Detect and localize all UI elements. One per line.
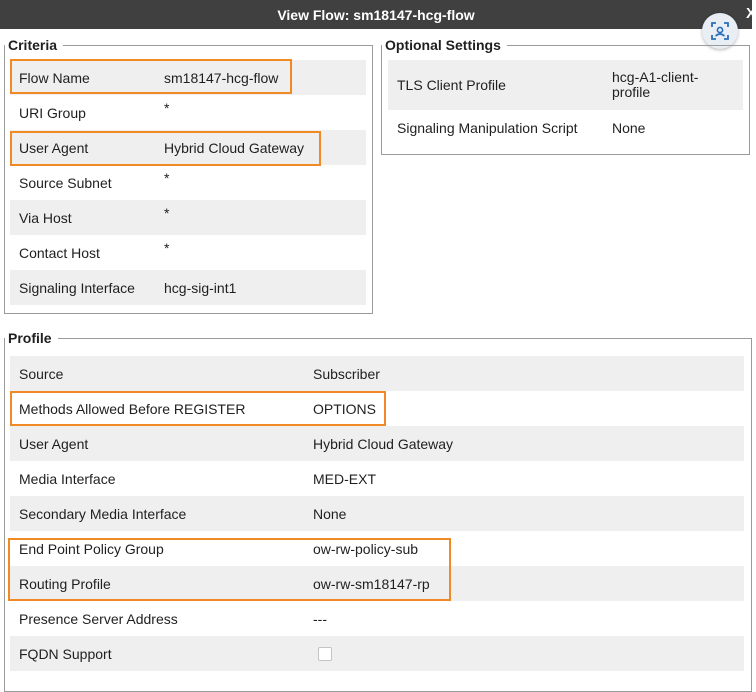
- criteria-row-signaling-interface: [10, 270, 366, 305]
- profile-label: Presence Server Address: [19, 610, 178, 627]
- criteria-label: Flow Name: [19, 69, 90, 86]
- criteria-row-flow-name: [10, 60, 366, 95]
- criteria-row-contact-host: [10, 235, 366, 270]
- window-titlebar: [0, 0, 756, 29]
- fqdn-support-checkbox[interactable]: [318, 647, 332, 661]
- profile-row-media-interface: [10, 461, 744, 496]
- profile-label: Source: [19, 365, 64, 382]
- optional-label: TLS Client Profile: [397, 77, 506, 93]
- close-icon[interactable]: X: [745, 5, 756, 22]
- criteria-legend: Criteria: [8, 37, 58, 53]
- optional-settings-legend: Optional Settings: [385, 37, 501, 53]
- profile-value: ow-rw-sm18147-rp: [313, 575, 430, 592]
- optional-value: hcg-A1-client-profile: [612, 69, 699, 100]
- criteria-value: *: [164, 170, 170, 186]
- criteria-row-uri-group: [10, 95, 366, 130]
- criteria-row-source-subnet: [10, 165, 366, 200]
- profile-row-source: [10, 356, 744, 391]
- profile-legend: Profile: [8, 330, 52, 346]
- profile-label: Secondary Media Interface: [19, 505, 187, 522]
- profile-value: OPTIONS: [313, 400, 377, 417]
- profile-label: End Point Policy Group: [19, 540, 164, 557]
- profile-value: Hybrid Cloud Gateway: [313, 435, 454, 452]
- criteria-value: *: [164, 100, 170, 116]
- window-title: View Flow: sm18147-hcg-flow: [277, 6, 475, 23]
- profile-value: MED-EXT: [313, 470, 376, 487]
- profile-row-secondary-media-interface: [10, 496, 744, 531]
- profile-value: Subscriber: [313, 365, 380, 382]
- criteria-value: Hybrid Cloud Gateway: [164, 139, 305, 156]
- profile-value: ---: [313, 610, 327, 627]
- profile-row-user-agent: [10, 426, 744, 461]
- optional-row-signaling-manipulation-script: [388, 110, 743, 146]
- profile-row-presence-server-address: [10, 601, 744, 636]
- optional-label: Signaling Manipulation Script: [397, 120, 578, 136]
- profile-row-end-point-policy-group: [10, 531, 744, 566]
- profile-label: Routing Profile: [19, 575, 111, 592]
- profile-value: ow-rw-policy-sub: [313, 540, 419, 557]
- criteria-label: Via Host: [19, 209, 72, 226]
- profile-rows: [10, 356, 744, 677]
- profile-label: Media Interface: [19, 470, 116, 487]
- optional-settings-rows: [388, 57, 743, 149]
- optional-value: None: [612, 120, 646, 136]
- criteria-label: Source Subnet: [19, 174, 112, 191]
- optional-row-tls-client-profile: [388, 60, 743, 110]
- criteria-value: *: [164, 205, 170, 221]
- criteria-row-via-host: [10, 200, 366, 235]
- criteria-row-user-agent: [10, 130, 366, 165]
- profile-row-routing-profile: [10, 566, 744, 601]
- profile-label: FQDN Support: [19, 645, 112, 662]
- criteria-value: hcg-sig-int1: [164, 279, 237, 296]
- profile-row-methods-allowed: [10, 391, 744, 426]
- criteria-value: *: [164, 240, 170, 256]
- criteria-label: Contact Host: [19, 244, 100, 261]
- profile-label: User Agent: [19, 435, 89, 452]
- criteria-value: sm18147-hcg-flow: [164, 69, 279, 86]
- profile-value: None: [313, 505, 347, 522]
- criteria-label: User Agent: [19, 139, 89, 156]
- criteria-rows: [10, 57, 366, 307]
- criteria-label: Signaling Interface: [19, 279, 135, 296]
- criteria-label: URI Group: [19, 104, 86, 121]
- profile-row-fqdn-support: [10, 636, 744, 671]
- profile-label: Methods Allowed Before REGISTER: [19, 400, 246, 417]
